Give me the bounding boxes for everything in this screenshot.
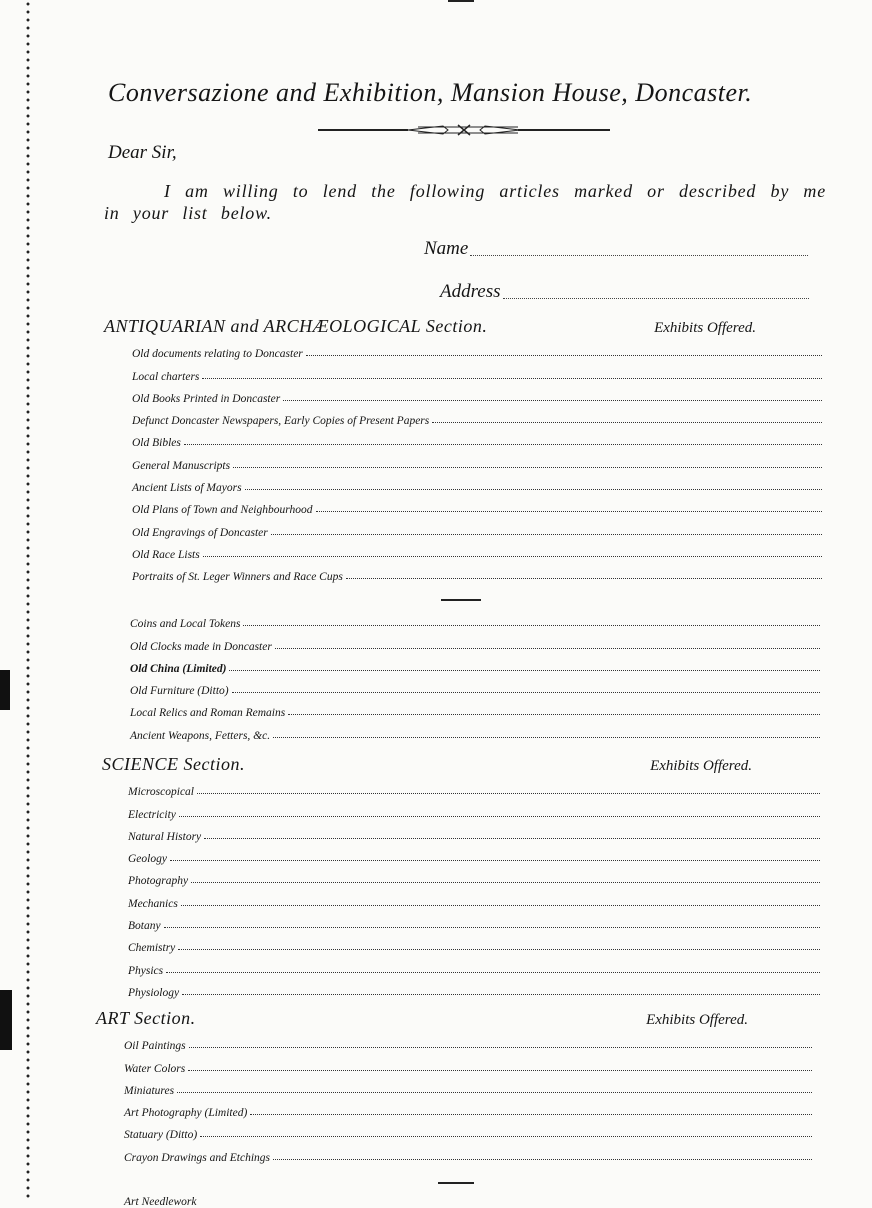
antiquarian-section-heading: [104, 316, 756, 337]
item-label: Crayon Drawings and Etchings: [124, 1151, 270, 1164]
dotted-leader[interactable]: [197, 793, 820, 794]
art-trailing-list: [124, 1186, 812, 1208]
science-offered: Exhibits Offered.: [650, 758, 752, 774]
list-item[interactable]: [130, 675, 820, 697]
list-item[interactable]: [132, 360, 822, 382]
item-label: Physiology: [128, 986, 180, 999]
dotted-leader[interactable]: [232, 692, 820, 693]
item-label: Natural History: [128, 830, 202, 843]
dotted-leader[interactable]: [178, 949, 820, 950]
item-label: Old Engravings of Doncaster: [132, 526, 268, 539]
list-item[interactable]: [128, 932, 820, 954]
item-label: Statuary (Ditto): [124, 1129, 198, 1142]
dotted-leader[interactable]: [250, 1114, 812, 1115]
list-item[interactable]: [124, 1097, 812, 1119]
address-label: Address: [440, 281, 501, 302]
item-label: Art Needlework: [124, 1196, 197, 1208]
list-item[interactable]: [128, 910, 820, 932]
list-item[interactable]: [132, 405, 822, 427]
item-label: General Manuscripts: [132, 459, 231, 472]
dotted-leader[interactable]: [184, 444, 822, 445]
list-item[interactable]: [128, 865, 820, 887]
dotted-leader[interactable]: [188, 1070, 812, 1071]
science-heading: SCIENCE Section.: [102, 754, 245, 774]
dotted-leader[interactable]: [273, 737, 820, 738]
dotted-leader[interactable]: [432, 422, 822, 423]
list-item: [124, 1186, 812, 1208]
list-item[interactable]: [130, 653, 820, 675]
top-rule: [448, 0, 474, 2]
address-line[interactable]: [503, 298, 809, 299]
list-item[interactable]: [128, 821, 820, 843]
item-label: Portraits of St. Leger Winners and Race Cups: [132, 571, 343, 584]
dotted-leader[interactable]: [164, 927, 820, 928]
art-offered: Exhibits Offered.: [646, 1012, 748, 1028]
list-item[interactable]: [130, 719, 820, 741]
salutation: Dear Sir,: [108, 142, 177, 163]
list-item[interactable]: [132, 494, 822, 516]
binding-mark: [0, 990, 12, 1050]
item-label: Old Plans of Town and Neighbourhood: [132, 504, 313, 517]
dotted-leader[interactable]: [181, 905, 820, 906]
antiquarian-offered: Exhibits Offered.: [654, 320, 756, 336]
intro-paragraph: I am willing to lend the following articles marked or described by me in your list below.: [104, 181, 826, 223]
item-label: Microscopical: [128, 786, 195, 799]
antiquarian-heading: ANTIQUARIAN and ARCHÆOLOGICAL Section.: [104, 316, 488, 336]
dotted-leader[interactable]: [179, 816, 820, 817]
dotted-leader[interactable]: [273, 1159, 812, 1160]
list-item[interactable]: [132, 383, 822, 405]
name-label: Name: [424, 238, 469, 259]
dotted-leader[interactable]: [233, 467, 822, 468]
item-label: Mechanics: [128, 897, 178, 910]
item-label: Defunct Doncaster Newspapers, Early Copies of Present Papers: [132, 415, 430, 428]
antiquarian-item-list-2: [130, 608, 820, 742]
item-label: Ancient Lists of Mayors: [132, 482, 242, 495]
item-label: Chemistry: [128, 942, 176, 955]
address-field[interactable]: [440, 281, 809, 303]
list-item[interactable]: [132, 338, 822, 360]
list-item[interactable]: [124, 1030, 812, 1052]
item-label: Miniatures: [124, 1084, 175, 1097]
item-label: Ancient Weapons, Fetters, &c.: [130, 729, 271, 742]
dotted-leader[interactable]: [182, 994, 820, 995]
section-divider: [438, 1182, 474, 1184]
item-label: Physics: [128, 964, 164, 977]
dotted-leader[interactable]: [203, 556, 822, 557]
item-label: Coins and Local Tokens: [130, 618, 241, 631]
item-label: Art Photography (Limited): [124, 1107, 248, 1120]
art-section-heading: [96, 1008, 748, 1029]
item-label: Old China (Limited): [130, 662, 227, 675]
item-label: Geology: [128, 853, 167, 866]
ornamental-divider: [318, 122, 610, 138]
dotted-leader[interactable]: [166, 972, 820, 973]
item-label: Old Furniture (Ditto): [130, 685, 229, 698]
item-label: Old Bibles: [132, 437, 181, 450]
item-label: Old Books Printed in Doncaster: [132, 392, 281, 405]
dotted-leader[interactable]: [316, 511, 822, 512]
dotted-leader[interactable]: [191, 882, 820, 883]
list-item[interactable]: [124, 1075, 812, 1097]
list-item[interactable]: [132, 539, 822, 561]
dotted-leader[interactable]: [170, 860, 820, 861]
section-divider: [441, 599, 481, 601]
list-item[interactable]: [128, 798, 820, 820]
dotted-leader[interactable]: [283, 400, 822, 401]
list-item[interactable]: [128, 843, 820, 865]
list-item[interactable]: [128, 776, 820, 798]
dotted-leader[interactable]: [243, 625, 820, 626]
item-label: Old Clocks made in Doncaster: [130, 640, 272, 653]
item-label: Photography: [128, 875, 189, 888]
item-label: Oil Paintings: [124, 1040, 186, 1053]
item-label: Botany: [128, 920, 161, 933]
list-item[interactable]: [128, 977, 820, 999]
list-item[interactable]: [130, 630, 820, 652]
dotted-leader[interactable]: [271, 534, 822, 535]
dotted-leader[interactable]: [288, 714, 820, 715]
name-field[interactable]: [424, 238, 808, 260]
binding-mark: [0, 670, 10, 710]
item-label: Electricity: [128, 808, 176, 821]
art-heading: ART Section.: [96, 1008, 196, 1028]
list-item[interactable]: [128, 887, 820, 909]
item-label: Local Relics and Roman Remains: [130, 707, 286, 720]
perforated-edge: [26, 0, 30, 1200]
list-item[interactable]: [132, 472, 822, 494]
dotted-leader[interactable]: [306, 355, 822, 356]
dotted-leader[interactable]: [346, 578, 822, 579]
dotted-leader[interactable]: [200, 1136, 812, 1137]
list-item[interactable]: [132, 561, 822, 583]
antiquarian-item-list: [132, 338, 822, 583]
list-item[interactable]: [132, 516, 822, 538]
science-section-heading: [102, 754, 752, 775]
dotted-leader[interactable]: [202, 378, 822, 379]
dotted-leader[interactable]: [189, 1047, 812, 1048]
science-item-list: [128, 776, 820, 999]
dotted-leader[interactable]: [275, 648, 820, 649]
dotted-leader[interactable]: [245, 489, 822, 490]
list-item[interactable]: [132, 427, 822, 449]
list-item[interactable]: [128, 954, 820, 976]
list-item[interactable]: [124, 1141, 812, 1163]
list-item[interactable]: [130, 608, 820, 630]
item-label: Water Colors: [124, 1062, 186, 1075]
dotted-leader[interactable]: [229, 670, 820, 671]
name-line[interactable]: [470, 255, 808, 256]
list-item[interactable]: [124, 1052, 812, 1074]
item-label: Old Race Lists: [132, 548, 200, 561]
list-item[interactable]: [130, 697, 820, 719]
document-title: Conversazione and Exhibition, Mansion House, Doncaster.: [108, 78, 753, 107]
list-item[interactable]: [124, 1119, 812, 1141]
item-label: Old documents relating to Doncaster: [132, 348, 303, 361]
dotted-leader[interactable]: [177, 1092, 812, 1093]
list-item[interactable]: [132, 449, 822, 471]
art-item-list: [124, 1030, 812, 1164]
item-label: Local charters: [132, 370, 200, 383]
dotted-leader[interactable]: [204, 838, 820, 839]
